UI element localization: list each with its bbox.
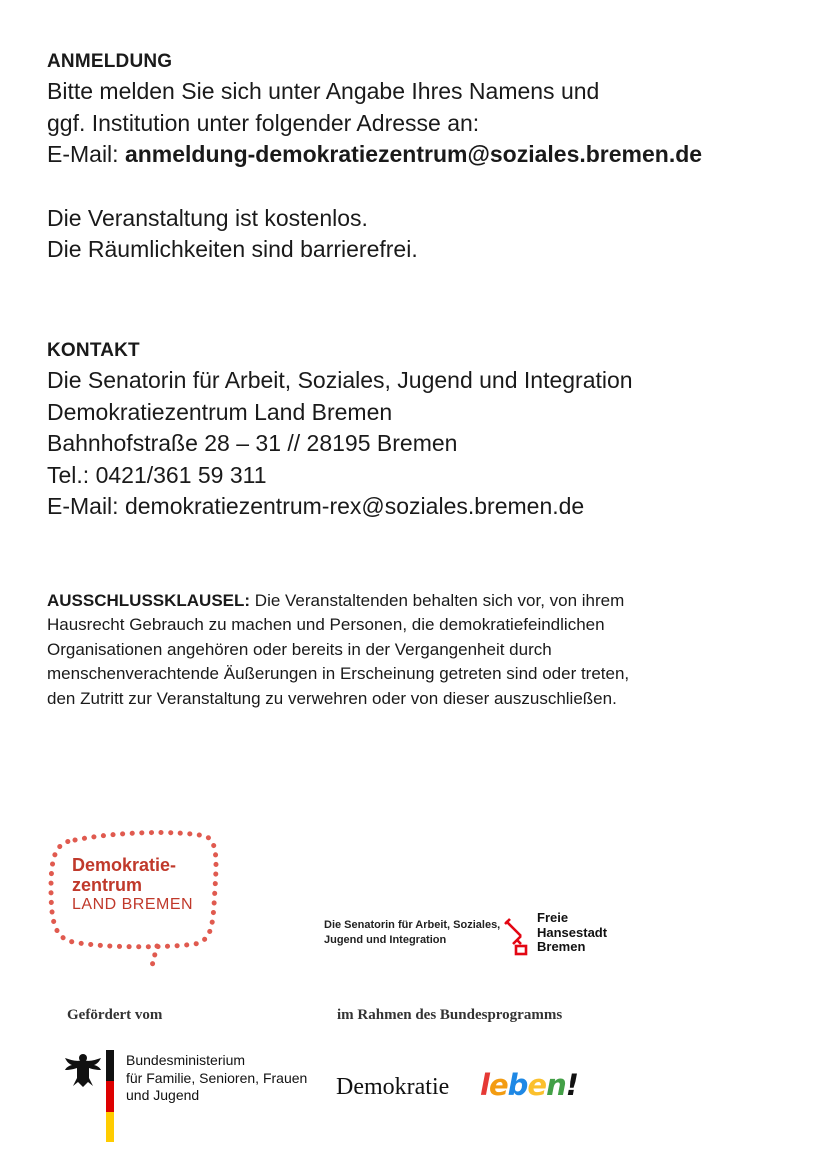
senatorin-line-1: Die Senatorin für Arbeit, Soziales, — [324, 919, 501, 931]
cost-note: Die Veranstaltung ist kostenlos. — [47, 204, 368, 231]
bremen-line-3: Bremen — [537, 939, 586, 954]
kontakt-department: Demokratiezentrum Land Bremen — [47, 398, 393, 425]
kontakt-phone[interactable]: Tel.: 0421/361 59 311 — [47, 461, 267, 488]
senatorin-logo-text — [324, 918, 500, 948]
anmeldung-email-link[interactable]: anmeldung-demokratiezentrum@soziales.bremen.de — [124, 141, 703, 167]
leben-letter: b — [507, 1068, 528, 1102]
leben-letter: l — [480, 1068, 489, 1102]
bmfsfj-line-2: für Familie, Senioren, Frauen — [126, 1069, 308, 1086]
demokratie-leben-word: Demokratie — [336, 1074, 450, 1100]
leben-letter: n — [546, 1068, 566, 1102]
anmeldung-line-2: ggf. Institution unter folgender Adresse an: — [47, 109, 480, 136]
kontakt-heading: KONTAKT — [47, 340, 140, 361]
clause-text-1: Die Veranstaltenden behalten sich vor, von ihrem — [250, 591, 625, 610]
anmeldung-heading: ANMELDUNG — [47, 51, 173, 72]
demokratiezentrum-logo-text — [72, 855, 193, 915]
federal-eagle-icon — [63, 1050, 103, 1088]
clause-line-2: Hausrecht Gebrauch zu machen und Personen, die demokratiefeindlichen — [47, 615, 605, 635]
kontakt-organisation: Die Senatorin für Arbeit, Soziales, Jugend und Integration — [47, 367, 633, 393]
bremen-line-2: Hansestadt — [537, 924, 608, 940]
german-flag-bar-icon — [106, 1050, 114, 1142]
anmeldung-email-row — [47, 139, 702, 171]
leben-letter: e — [488, 1068, 508, 1102]
exclusion-clause — [47, 589, 747, 711]
kontakt-address: Bahnhofstraße 28 – 31 // 28195 Bremen — [47, 430, 458, 456]
anmeldung-line-1: Bitte melden Sie sich unter Angabe Ihres Namens und — [47, 78, 600, 104]
clause-label: AUSSCHLUSSKLAUSEL: — [47, 591, 251, 610]
bmfsfj-line-1: Bundesministerium — [126, 1052, 246, 1068]
bmfsfj-line-3: und Jugend — [126, 1087, 200, 1103]
accessibility-note: Die Räumlichkeiten sind barrierefrei. — [47, 236, 418, 262]
bremen-key-icon — [501, 916, 531, 956]
anmeldung-email-label: E-Mail: — [47, 141, 125, 167]
senatorin-line-2: Jugend und Integration — [324, 934, 447, 946]
dz-line-2: zentrum — [72, 875, 143, 895]
clause-line-5: den Zutritt zur Veranstaltung zu verwehren oder von dieser auszuschließen. — [47, 688, 617, 708]
clause-line-4: menschenverachtende Äußerungen in Erscheinung getreten sind oder treten, — [47, 664, 630, 684]
dz-line-1: Demokratie- — [72, 855, 177, 875]
leben-letter: e — [527, 1068, 547, 1102]
bremen-logo-text — [537, 911, 607, 955]
leben-letter: ! — [565, 1068, 578, 1102]
dz-line-3: LAND BREMEN — [72, 896, 194, 913]
program-caption: im Rahmen des Bundesprogramms — [337, 1007, 563, 1023]
bmfsfj-logo-text — [126, 1052, 307, 1105]
funded-by-caption: Gefördert vom — [67, 1007, 163, 1023]
anmeldung-section — [47, 51, 702, 266]
clause-line-3: Organisationen angehören oder bereits in der Vergangenheit durch — [47, 639, 552, 659]
leben-wordmark — [480, 1068, 578, 1102]
clause-line-1 — [47, 589, 747, 613]
kontakt-section — [47, 340, 633, 523]
bremen-line-1: Freie — [537, 910, 569, 925]
kontakt-email[interactable]: E-Mail: demokratiezentrum-rex@soziales.bremen.de — [47, 493, 585, 519]
